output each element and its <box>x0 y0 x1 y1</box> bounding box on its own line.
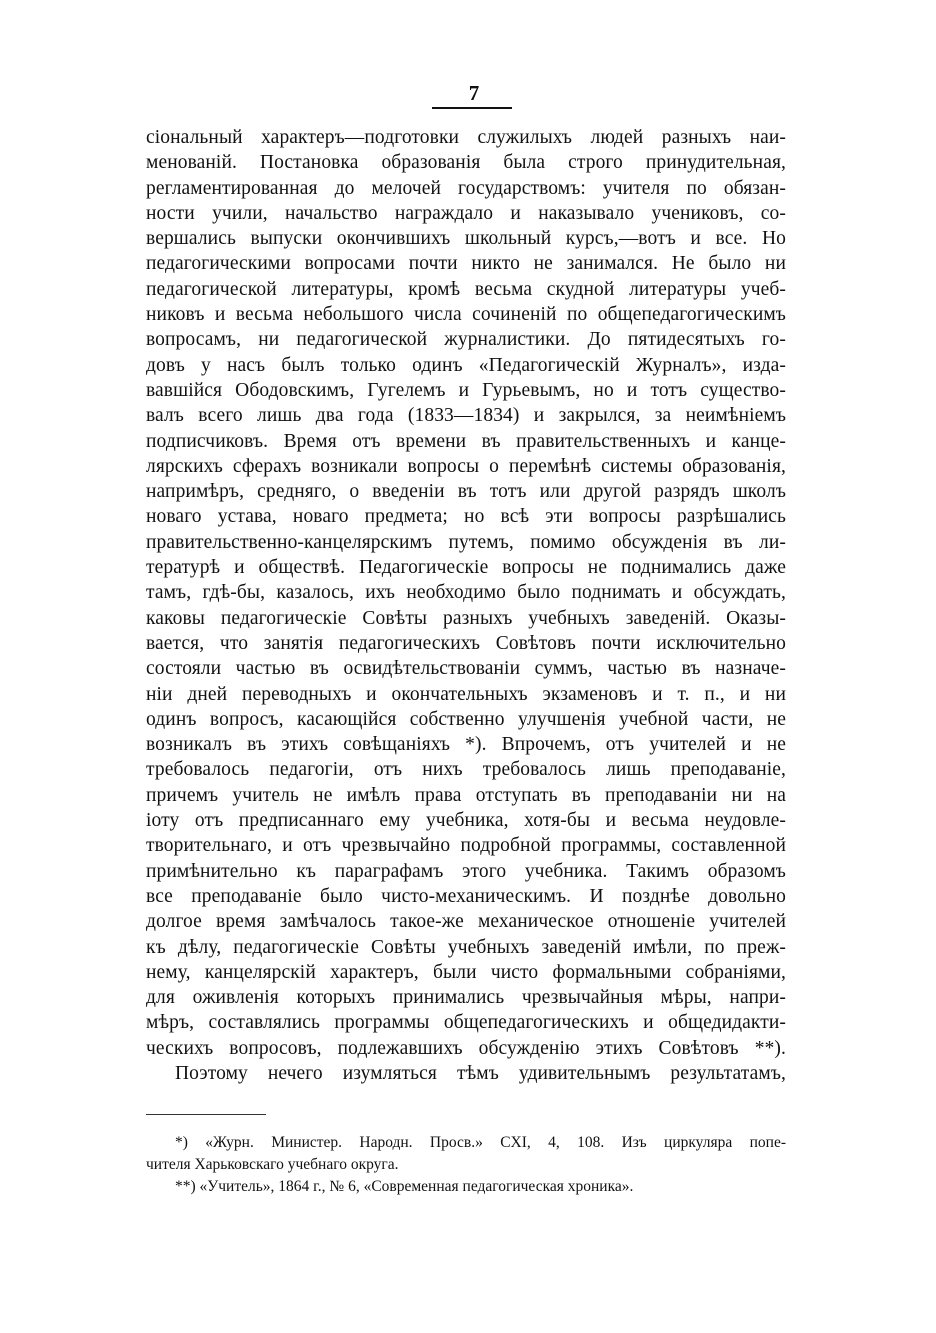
text-line: Поэтому нечего изумляться тѣмъ удивительнымъ результатамъ, <box>175 1062 786 1084</box>
text-line: ніи дней переводныхъ и окончательныхъ экзаменовъ и т. п., и ни <box>146 683 786 705</box>
text-line: іоту отъ предписаннаго ему учебника, хотя-бы и весьма неудовле- <box>146 810 786 832</box>
text-line: подписчиковъ. Время отъ времени въ правительственныхъ и канце- <box>146 430 786 452</box>
text-line: новаго устава, новаго предмета; но всѣ эти вопросы разрѣшались <box>146 506 786 528</box>
text-line: для оживленія которыхъ принимались чрезвычайныя мѣры, напри- <box>146 987 786 1009</box>
text-line: все преподаваніе было чисто-механическимъ. И позднѣе довольно <box>146 885 786 907</box>
text-line: вавшійся Ободовскимъ, Гугелемъ и Гурьевымъ, но и тотъ существо- <box>146 379 786 401</box>
text-line: вопросамъ, ни педагогической журналистики. До пятидесятыхъ го- <box>146 329 786 351</box>
text-line: мѣръ, составлялись программы общепедагогическихъ и общедидакти- <box>146 1012 786 1034</box>
text-line: одинъ вопросъ, касающійся собственно улучшенія учебной части, не <box>146 708 786 730</box>
text-line: долгое время замѣчалось такое-же механическое отношеніе учителей <box>146 911 786 933</box>
text-line: ности учили, начальство награждало и наказывало учениковъ, со- <box>146 202 786 224</box>
text-line: возникалъ въ этихъ совѣщаніяхъ *). Впрочемъ, отъ учителей и не <box>146 734 786 756</box>
text-line: примѣнительно къ параграфамъ этого учебника. Такимъ образомъ <box>146 860 786 882</box>
text-line: нему, канцелярскій характеръ, были чисто формальными собраніями, <box>146 961 786 983</box>
body-text <box>146 125 786 1086</box>
text-line: тературѣ и обществѣ. Педагогическіе вопросы не поднимались даже <box>146 557 786 579</box>
footnote-line: **) «Учитель», 1864 г., № 6, «Современная педагогическая хроника». <box>175 1178 634 1195</box>
text-line: къ дѣлу, педагогическіе Совѣты учебныхъ заведеній имѣли, по преж- <box>146 936 786 958</box>
text-line: регламентированная до мелочей государствомъ: учителя по обязан- <box>146 177 786 199</box>
footnote-line: чителя Харьковскаго учебнаго округа. <box>146 1156 399 1173</box>
text-line: лярскихъ сферахъ возникали вопросы о перемѣнѣ системы образованія, <box>146 455 786 477</box>
page-number: 7 <box>468 81 480 105</box>
text-line: тамъ, гдѣ-бы, казалось, ихъ необходимо было поднимать и обсуждать, <box>146 582 786 604</box>
text-line: творительнаго, и отъ чрезвычайно подробной программы, составленной <box>146 835 786 857</box>
text-line: педагогической литературы, кромѣ весьма скудной литературы учеб- <box>146 278 786 300</box>
footnotes <box>146 1132 786 1198</box>
page-number-rule <box>432 107 512 109</box>
text-line: менованій. Постановка образованія была строго принудительная, <box>146 152 786 174</box>
footnote-separator <box>146 1114 266 1115</box>
text-line: каковы педагогическіе Совѣты разныхъ учебныхъ заведеній. Оказы- <box>146 607 786 629</box>
text-line: сіональный характеръ—подготовки служилыхъ людей разныхъ наи- <box>146 127 786 148</box>
text-line: вершались выпуски окончившихъ школьный курсъ,—вотъ и все. Но <box>146 228 786 250</box>
text-line: никовъ и весьма небольшого числа сочиненій по общепедагогическимъ <box>146 304 786 326</box>
text-line: ческихъ вопросовъ, подлежавшихъ обсужденію этихъ Совѣтовъ **). <box>146 1037 786 1059</box>
text-line: требовалось педагогіи, отъ нихъ требовалось лишь преподаваніе, <box>146 759 786 781</box>
text-line: довъ у насъ былъ только одинъ «Педагогическій Журналъ», изда- <box>146 354 786 376</box>
text-line: причемъ учитель не имѣлъ права отступать въ преподаваніи ни на <box>146 784 786 806</box>
text-line: правительственно-канцелярскимъ путемъ, помимо обсужденія въ ли- <box>146 531 786 553</box>
text-line: состояли частью въ освидѣтельствованіи суммъ, частью въ назначе- <box>146 658 786 680</box>
footnote-line: *) «Журн. Министер. Народн. Просв.» CXI, 4, 108. Изъ циркуляра попе- <box>175 1134 786 1151</box>
text-line: вается, что занятія педагогическихъ Совѣтовъ почти исключительно <box>146 632 786 654</box>
text-line: педагогическими вопросами почти никто не занимался. Не было ни <box>146 253 786 275</box>
text-line: валъ всего лишь два года (1833—1834) и закрылся, за неимѣніемъ <box>146 405 786 427</box>
text-line: напримѣръ, средняго, о введеніи въ тотъ или другой разрядъ школъ <box>146 481 786 503</box>
